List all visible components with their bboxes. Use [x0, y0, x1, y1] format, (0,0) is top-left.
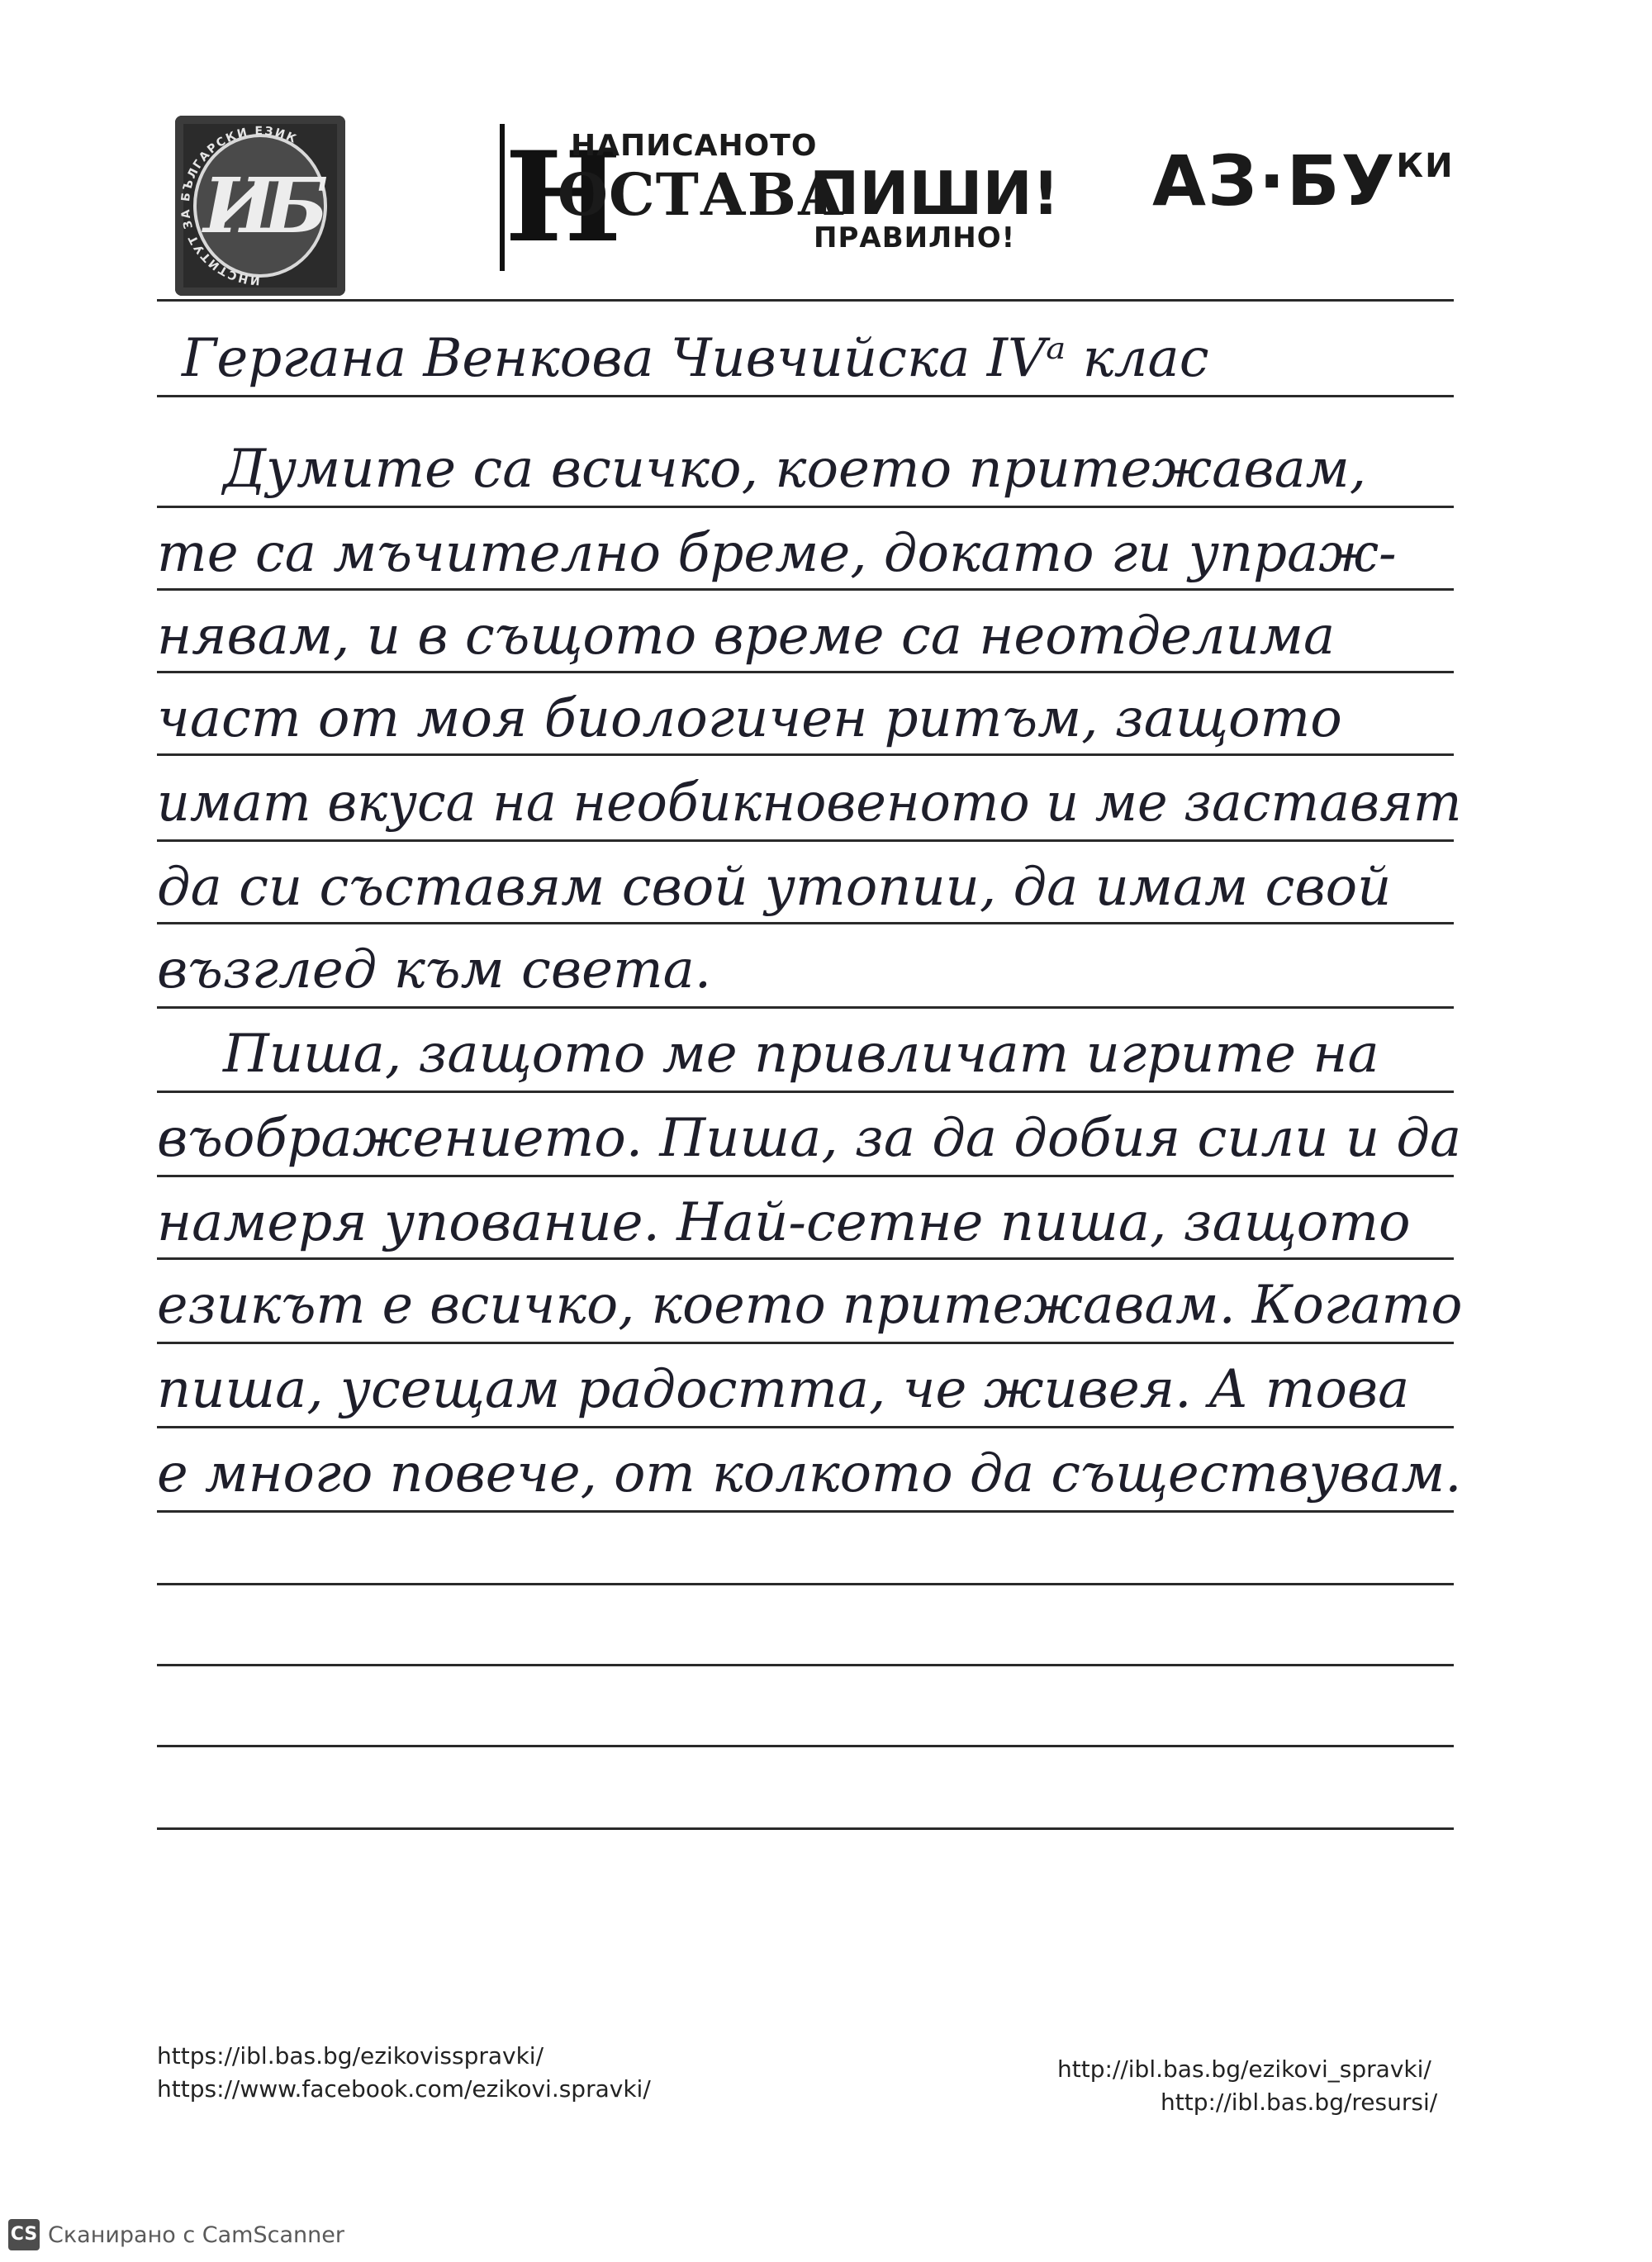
essay-line: част от моя биологичен ритъм, защото	[157, 688, 1342, 749]
rule-line	[157, 1342, 1454, 1344]
rule-line	[157, 1664, 1454, 1666]
essay-line: нявам, и в същото време са неотделима	[157, 606, 1336, 667]
rule-line	[157, 1426, 1454, 1428]
rule-line	[157, 1827, 1454, 1830]
svg-text:ИНСТИТУТ ЗА БЪЛГАРСКИ ЕЗИК	[179, 125, 300, 287]
rule-line	[157, 1510, 1454, 1513]
essay-line: езикът е всичко, което притежавам. Когато	[157, 1275, 1463, 1336]
ibl-logo	[175, 116, 345, 296]
footer-link-resursi[interactable]: http://ibl.bas.bg/resursi/	[1161, 2089, 1438, 2116]
campaign-logo-line2: ОСТАВА	[558, 160, 845, 229]
essay-line: имат вкуса на необикновеното и ме заставят	[157, 772, 1462, 834]
essay-line: възглед към света.	[157, 939, 712, 1000]
essay-line: Думите са всичко, което притежавам,	[223, 439, 1367, 500]
az-buki-logo-main: АЗ·БУ	[1152, 140, 1397, 221]
rule-line	[157, 839, 1454, 842]
campaign-logo-initial: Н	[500, 124, 558, 271]
ibl-ring-text-icon	[175, 116, 345, 296]
campaign-logo-line3: ПИШИ!	[809, 159, 1060, 228]
rule-line	[157, 506, 1454, 508]
ibl-logo-ring-text: ИНСТИТУТ ЗА БЪЛГАРСКИ ЕЗИК	[178, 124, 300, 288]
rule-line	[157, 753, 1454, 756]
essay-line: Пиша, защото ме привличат игрите на	[223, 1024, 1379, 1085]
footer-link-facebook[interactable]: https://www.facebook.com/ezikovi.spravki/	[157, 2075, 651, 2103]
rule-line	[157, 671, 1454, 673]
rule-line	[157, 395, 1454, 397]
rule-line	[157, 588, 1454, 591]
essay-line: е много повече, от колкото да съществувам.	[157, 1443, 1462, 1504]
rule-line	[157, 922, 1454, 924]
campaign-logo-line4: ПРАВИЛНО!	[814, 221, 1016, 254]
footer-link-ezikovi-spravki-alt[interactable]: http://ibl.bas.bg/ezikovi_spravki/	[1057, 2055, 1431, 2083]
az-buki-logo-sup: КИ	[1396, 147, 1455, 185]
rule-line	[157, 1006, 1454, 1009]
rule-line	[157, 299, 1454, 302]
rule-line	[157, 1091, 1454, 1093]
essay-line: да си съставям свой утопии, да имам свой	[157, 857, 1392, 918]
campaign-logo	[500, 124, 1060, 273]
rule-line	[157, 1583, 1454, 1585]
essay-line-name: Гергана Венкова Чивчийска IVᵃ клас	[182, 328, 1209, 389]
camscanner-logo-icon: CS	[8, 2219, 40, 2250]
essay-line: намеря упование. Най-сетне пиша, защото	[157, 1192, 1411, 1253]
essay-line: те са мъчително бреме, докато ги упраж-	[157, 523, 1397, 584]
az-buki-logo	[1152, 140, 1455, 231]
rule-line	[157, 1175, 1454, 1177]
ibl-logo-monogram: ИБ	[203, 161, 317, 250]
rule-line	[157, 1745, 1454, 1747]
campaign-logo-line1: НАПИСАНОТО	[571, 129, 818, 163]
footer-link-ezikovi-spravki[interactable]: https://ibl.bas.bg/ezikovisspravki/	[157, 2042, 544, 2070]
essay-line: пиша, усещам радостта, че живея. А това	[157, 1359, 1410, 1420]
camscanner-watermark: Сканирано с CamScanner	[48, 2222, 344, 2248]
rule-line	[157, 1257, 1454, 1260]
essay-line: въображението. Пиша, за да добия сили и да	[157, 1108, 1462, 1169]
